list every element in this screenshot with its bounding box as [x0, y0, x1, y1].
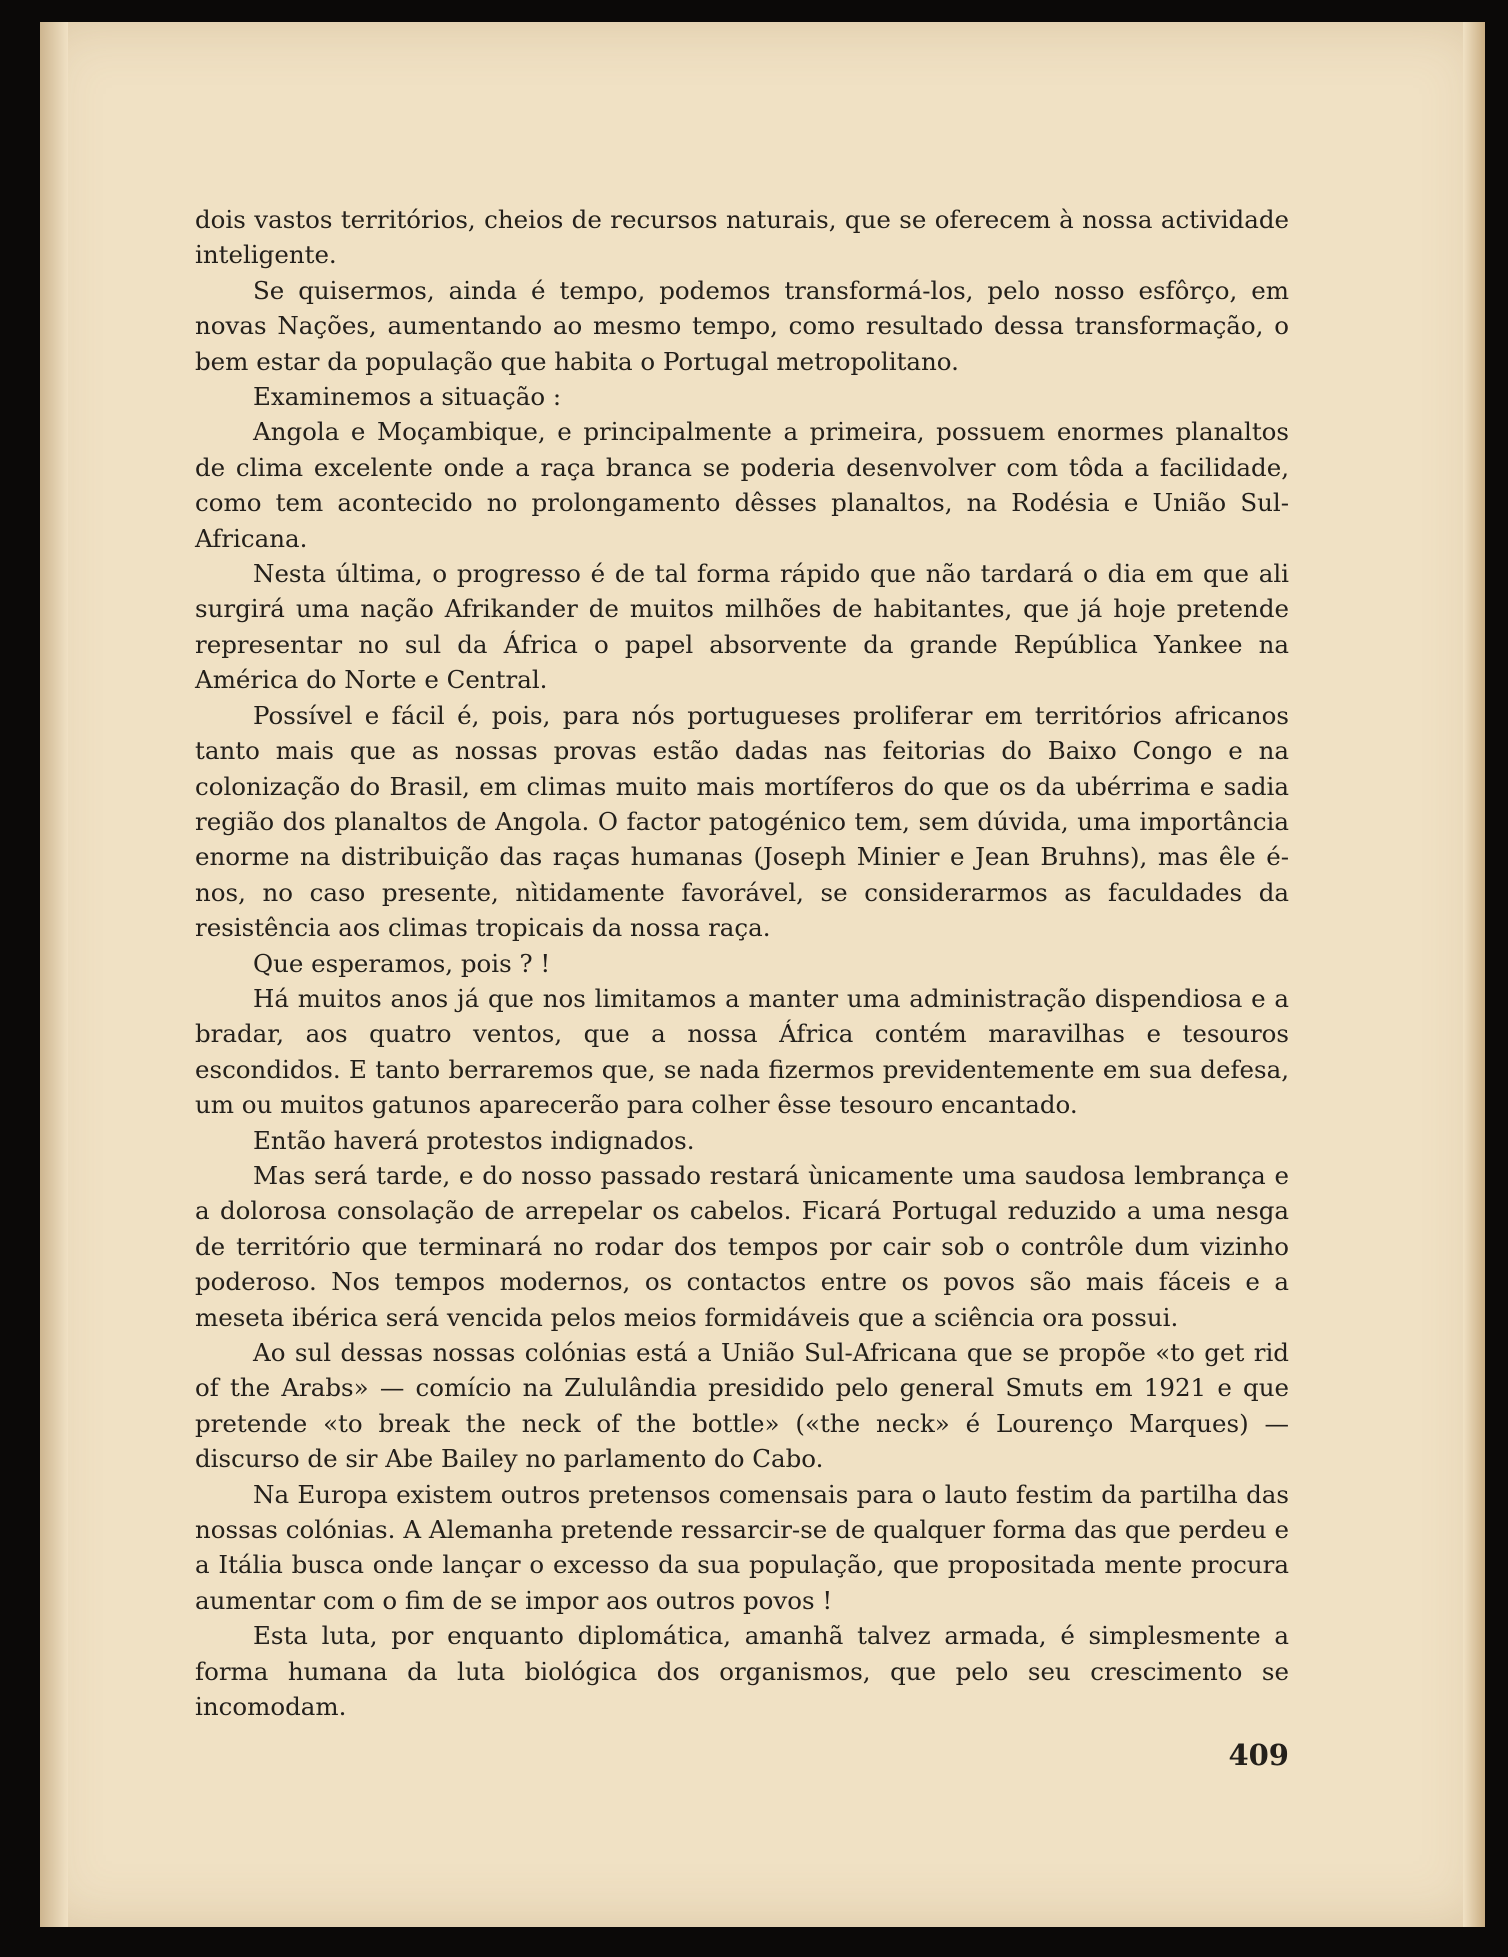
paragraph: Nesta última, o progresso é de tal forma rápido que não tardará o dia em que ali surgirá uma nação Afrikander de muitos milhões de habitantes, que já hoje pretende representar no sul da África o papel absorvente da grande República Yankee na América do Norte e Central. [195, 559, 1289, 695]
paragraph: Se quisermos, ainda é tempo, podemos transformá-los, pelo nosso esfôrço, em novas Nações, aumentando ao mesmo tempo, como resultado dessa transformação, o bem estar da população que habita o Portugal metropolitano. [195, 275, 1289, 376]
paragraph: Mas será tarde, e do nosso passado restará ùnicamente uma saudosa lembrança e a dolorosa consolação de arrepelar os cabelos. Ficará Portugal reduzido a uma nesga de território que terminará no rodar dos tempos por cair sob o contrôle dum vizinho poderoso. Nos tempos modernos, os contactos entre os povos são mais fáceis e a meseta ibérica será vencida pelos meios formidáveis que a sciência ora possui. [195, 1160, 1289, 1332]
paragraph: Angola e Moçambique, e principalmente a primeira, possuem enormes planaltos de clima excelente onde a raça branca se poderia desenvolver com tôda a facilidade, como tem acontecido no prolongamento dêsses planaltos, na Rodésia e União Sul-Africana. [195, 417, 1289, 553]
body-text [195, 202, 1289, 1724]
page-number: 409 [1228, 1738, 1289, 1772]
paragraph: Que esperamos, pois ? ! [253, 948, 551, 978]
paragraph: Possível e fácil é, pois, para nós portugueses proliferar em territórios africanos tanto mais que as nossas provas estão dadas nas feitorias do Baixo Congo e na colonização do Brasil, em climas muito mais mortíferos do que os da ubérrima e sadia região dos planaltos de Angola. O factor patogénico tem, sem dúvida, uma importância enorme na distribuição das raças humanas (Joseph Minier e Jean Bruhns), mas êle é-nos, no caso presente, nìtidamente favorável, se considerarmos as faculdades da resistência aos climas tropicais da nossa raça. [195, 700, 1289, 943]
paragraph: dois vastos territórios, cheios de recursos naturais, que se oferecem à nossa actividade inteligente. [195, 205, 1289, 270]
paragraph: Há muitos anos já que nos limitamos a manter uma administração dispendiosa e a bradar, aos quatro ventos, que a nossa África contém maravilhas e tesouros escondidos. E tanto berraremos que, se nada fizermos previdentemente em sua defesa, um ou muitos gatunos aparecerão para colher êsse tesouro encantado. [195, 983, 1289, 1120]
paragraph: Esta luta, por enquanto diplomática, amanhã talvez armada, é simplesmente a forma humana da luta biológica dos organismos, que pelo seu crescimento se incomodam. [195, 1621, 1289, 1722]
paragraph: Ao sul dessas nossas colónias está a União Sul-Africana que se propõe «to get rid of the Arabs» — comício na Zululândia presidido pelo general Smuts em 1921 e que pretende «to break the neck of the bottle» («the neck» é Lourenço Marques) — discurso de sir Abe Bailey no parlamento do Cabo. [195, 1338, 1289, 1474]
paragraph: Na Europa existem outros pretensos comensais para o lauto festim da partilha das nossas colónias. A Alemanha pretende ressarcir-se de qualquer forma das que perdeu e a Itália busca onde lançar o excesso da sua população, que propositada mente procura aumentar com o fim de se impor aos outros povos ! [195, 1479, 1289, 1615]
paragraph: Então haverá protestos indignados. [253, 1125, 695, 1155]
book-page [40, 22, 1485, 1927]
paragraph: Examinemos a situação : [253, 382, 562, 412]
